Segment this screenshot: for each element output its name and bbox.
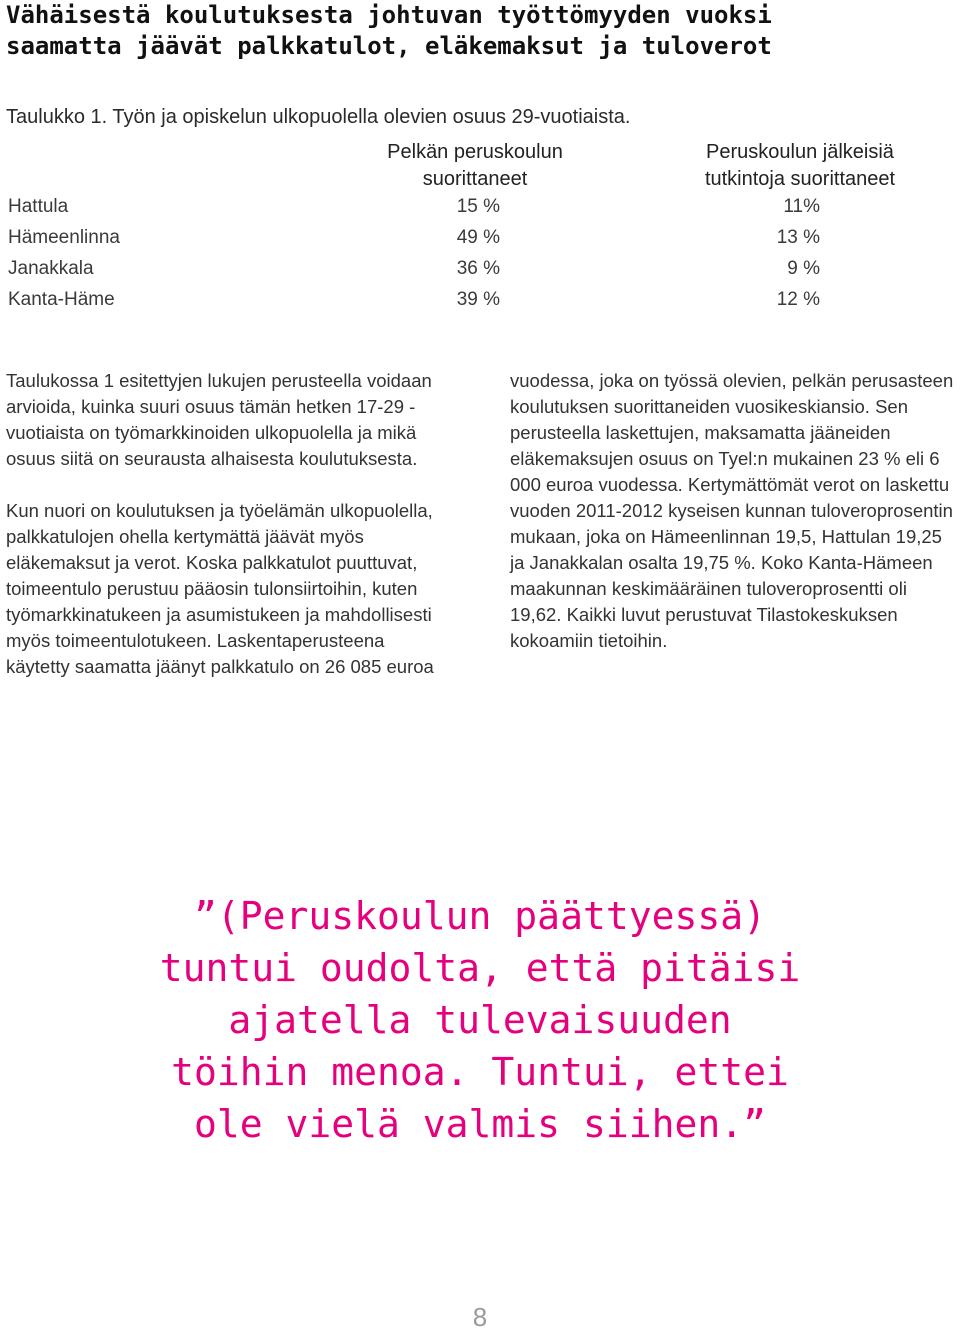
basic-education-value: 39 %: [456, 289, 500, 310]
body-paragraph: vuodessa, joka on työssä olevien, pelkän perusasteen koulutuksen suorittaneiden vuosikeskiansio. Sen perusteella laskettujen, maksamatta jääneiden eläkemaksujen osuus on Tyel:n mukainen 23 % eli 6 000 euroa vuodessa. Kertymättömät verot on laskettu vuoden 2011-2012 kyseisen kunnan tuloveroprosentin mukaan, joka on Hämeenlinnan 19,5, Hattulan 19,25 ja Janakkalan osalta 19,75 %. Koko Kanta-Hämeen maakunnan keskimääräinen tuloveroprosentti oli 19,62. Kaikki luvut perustuvat Tilastokeskuksen kokoamiin tietoihin.: [510, 370, 954, 651]
row-label: Hattula: [8, 196, 69, 217]
table-row: [0, 227, 960, 257]
basic-education-value: 15 %: [456, 196, 500, 217]
further-education-value: 9 %: [787, 258, 820, 279]
page-number: 8: [472, 1302, 488, 1332]
heading-line-1: Vähäisestä koulutuksesta johtuvan työttömyyden vuoksi: [6, 1, 772, 29]
column-header-further-education: Peruskoulun jälkeisiä tutkintoja suorittaneet: [704, 141, 896, 190]
section-heading: [6, 0, 946, 62]
basic-education-value: 36 %: [456, 258, 500, 279]
row-label: Kanta-Häme: [8, 289, 115, 310]
further-education-value: 11%: [783, 196, 820, 217]
row-label: Hämeenlinna: [8, 227, 120, 248]
basic-education-value: 49 %: [456, 227, 500, 248]
body-column-left: [6, 368, 450, 706]
body-column-right: [510, 368, 954, 680]
body-paragraph: Kun nuori on koulutuksen ja työelämän ulkopuolella, palkkatulojen ohella kertymättä jäävät myös eläkemaksut ja verot. Koska palkkatulot puuttuvat, toimeentulo perustuu pääosin tulonsiirtoihin, kuten työmarkkinatukeen ja asumistukeen ja mahdollisesti myös toimeentulotukeen. Laskentaperusteena käytetty saamatta jäänyt palkkatulo on 26 085 euroa: [6, 500, 434, 677]
table-row: [0, 289, 960, 319]
heading-line-2: saamatta jäävät palkkatulot, eläkemaksut ja tuloverot: [6, 32, 772, 60]
body-paragraph: Taulukossa 1 esitettyjen lukujen perusteella voidaan arvioida, kuinka suuri osuus tämän hetken 17-29 -vuotiaista on työmarkkinoiden ulkopuolella ja mikä osuus siitä on seurausta alhaisesta koulutuksesta.: [6, 370, 432, 469]
table-row: [0, 258, 960, 288]
column-header-basic-education: Pelkän peruskoulun suorittaneet: [387, 141, 563, 190]
row-label: Janakkala: [8, 258, 94, 279]
table-row: [0, 196, 960, 226]
further-education-value: 12 %: [776, 289, 820, 310]
further-education-value: 13 %: [776, 227, 820, 248]
table-caption: Taulukko 1. Työn ja opiskelun ulkopuolella olevien osuus 29-vuotiaista.: [6, 106, 631, 128]
pull-quote: ”(Peruskoulun päättyessä) tuntui oudolta, että pitäisi ajatella tulevaisuuden töihin menoa. Tuntui, ettei ole vielä valmis siihen.”: [159, 894, 801, 1146]
